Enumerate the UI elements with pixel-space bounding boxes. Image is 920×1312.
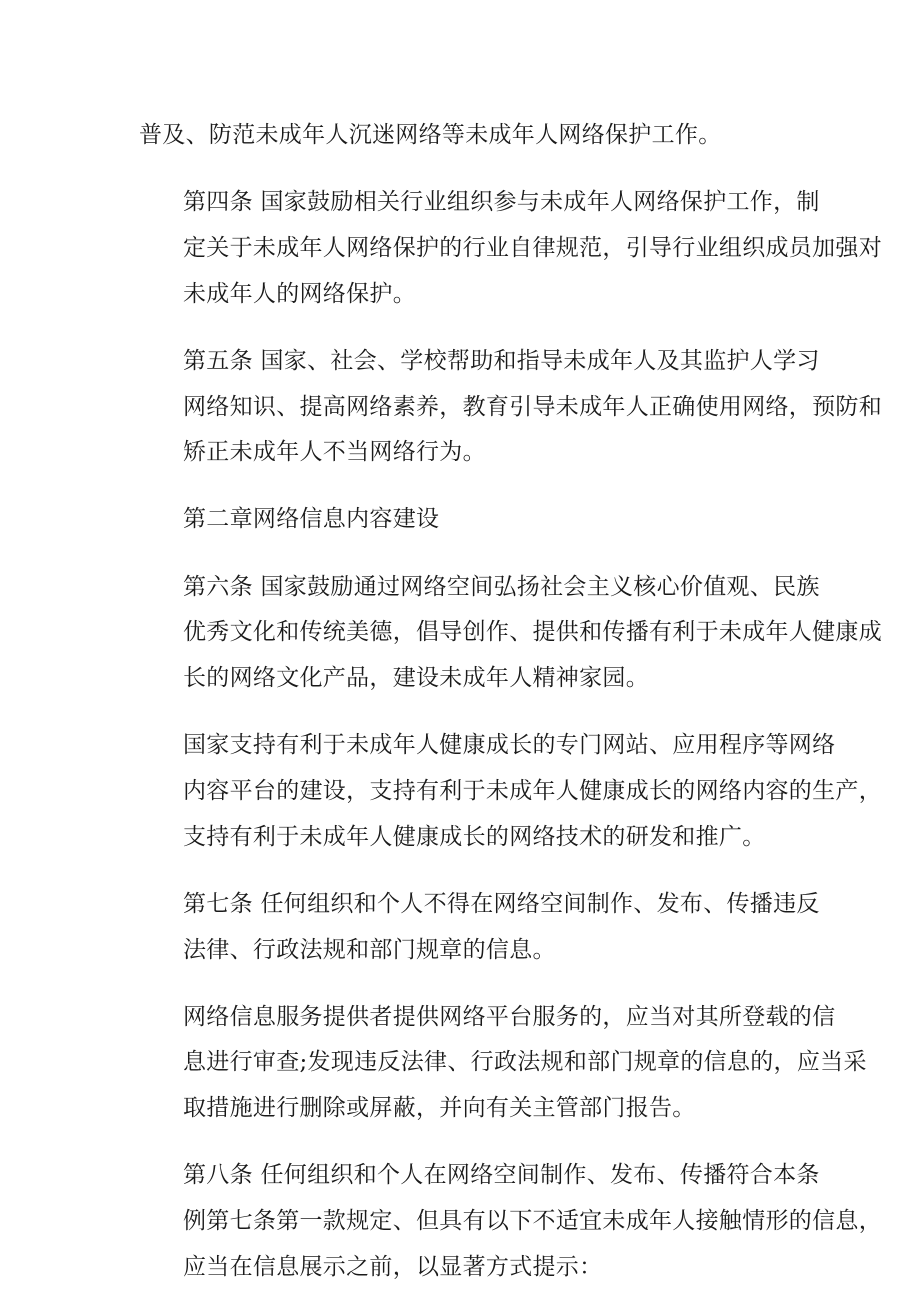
text-line: 法律、行政法规和部门规章的信息。: [183, 936, 556, 963]
text-line: 第五条 国家、社会、学校帮助和指导未成年人及其监护人学习: [183, 347, 820, 374]
chapter-heading: [139, 497, 789, 543]
paragraph-article-6-clause-2: [139, 723, 882, 860]
text-line: 网络知识、提高网络素养，教育引导未成年人正确使用网络，预防和: [183, 393, 882, 420]
text-line: 第六条 国家鼓励通过网络空间弘扬社会主义核心价值观、民族: [183, 573, 820, 600]
text-line: 取措施进行删除或屏蔽，并向有关主管部门报告。: [183, 1095, 696, 1122]
text-line: 网络信息服务提供者提供网络平台服务的，应当对其所登载的信: [183, 1003, 836, 1030]
paragraph-article-7-clause-2: [139, 995, 867, 1132]
paragraph-article-4: [139, 180, 882, 317]
text-line: 普及、防范未成年人沉迷网络等未成年人网络保护工作。: [139, 122, 722, 148]
text-line: 矫正未成年人不当网络行为。: [183, 439, 486, 466]
text-line: 第八条 任何组织和个人在网络空间制作、发布、传播符合本条: [183, 1162, 820, 1189]
paragraph-article-8: [139, 1153, 882, 1290]
text-line: 第四条 国家鼓励相关行业组织参与未成年人网络保护工作，制: [183, 189, 820, 216]
text-line: 长的网络文化产品，建设未成年人精神家园。: [183, 665, 649, 692]
text-line: 国家支持有利于未成年人健康成长的专门网站、应用程序等网络: [183, 732, 836, 759]
text-line: 应当在信息展示之前，以显著方式提示：: [183, 1253, 603, 1280]
text-line: 内容平台的建设，支持有利于未成年人健康成长的网络内容的生产，: [183, 777, 882, 804]
text-line: 第二章网络信息内容建设: [183, 506, 440, 533]
paragraph-continuation: [139, 113, 789, 159]
text-line: 支持有利于未成年人健康成长的网络技术的研发和推广。: [183, 823, 766, 850]
text-line: 未成年人的网络保护。: [183, 280, 416, 307]
text-line: 第七条 任何组织和个人不得在网络空间制作、发布、传播违反: [183, 890, 820, 917]
paragraph-article-6: [139, 565, 882, 702]
paragraph-article-5: [139, 339, 882, 476]
text-line: 息进行审查;发现违反法律、行政法规和部门规章的信息的，应当采: [183, 1049, 867, 1076]
document-body: [139, 113, 882, 1312]
text-line: 例第七条第一款规定、但具有以下不适宜未成年人接触情形的信息，: [183, 1208, 882, 1235]
text-line: 定关于未成年人网络保护的行业自律规范，引导行业组织成员加强对: [183, 234, 882, 261]
paragraph-article-7: [139, 882, 820, 973]
text-line: 优秀文化和传统美德，倡导创作、提供和传播有利于未成年人健康成: [183, 619, 882, 646]
